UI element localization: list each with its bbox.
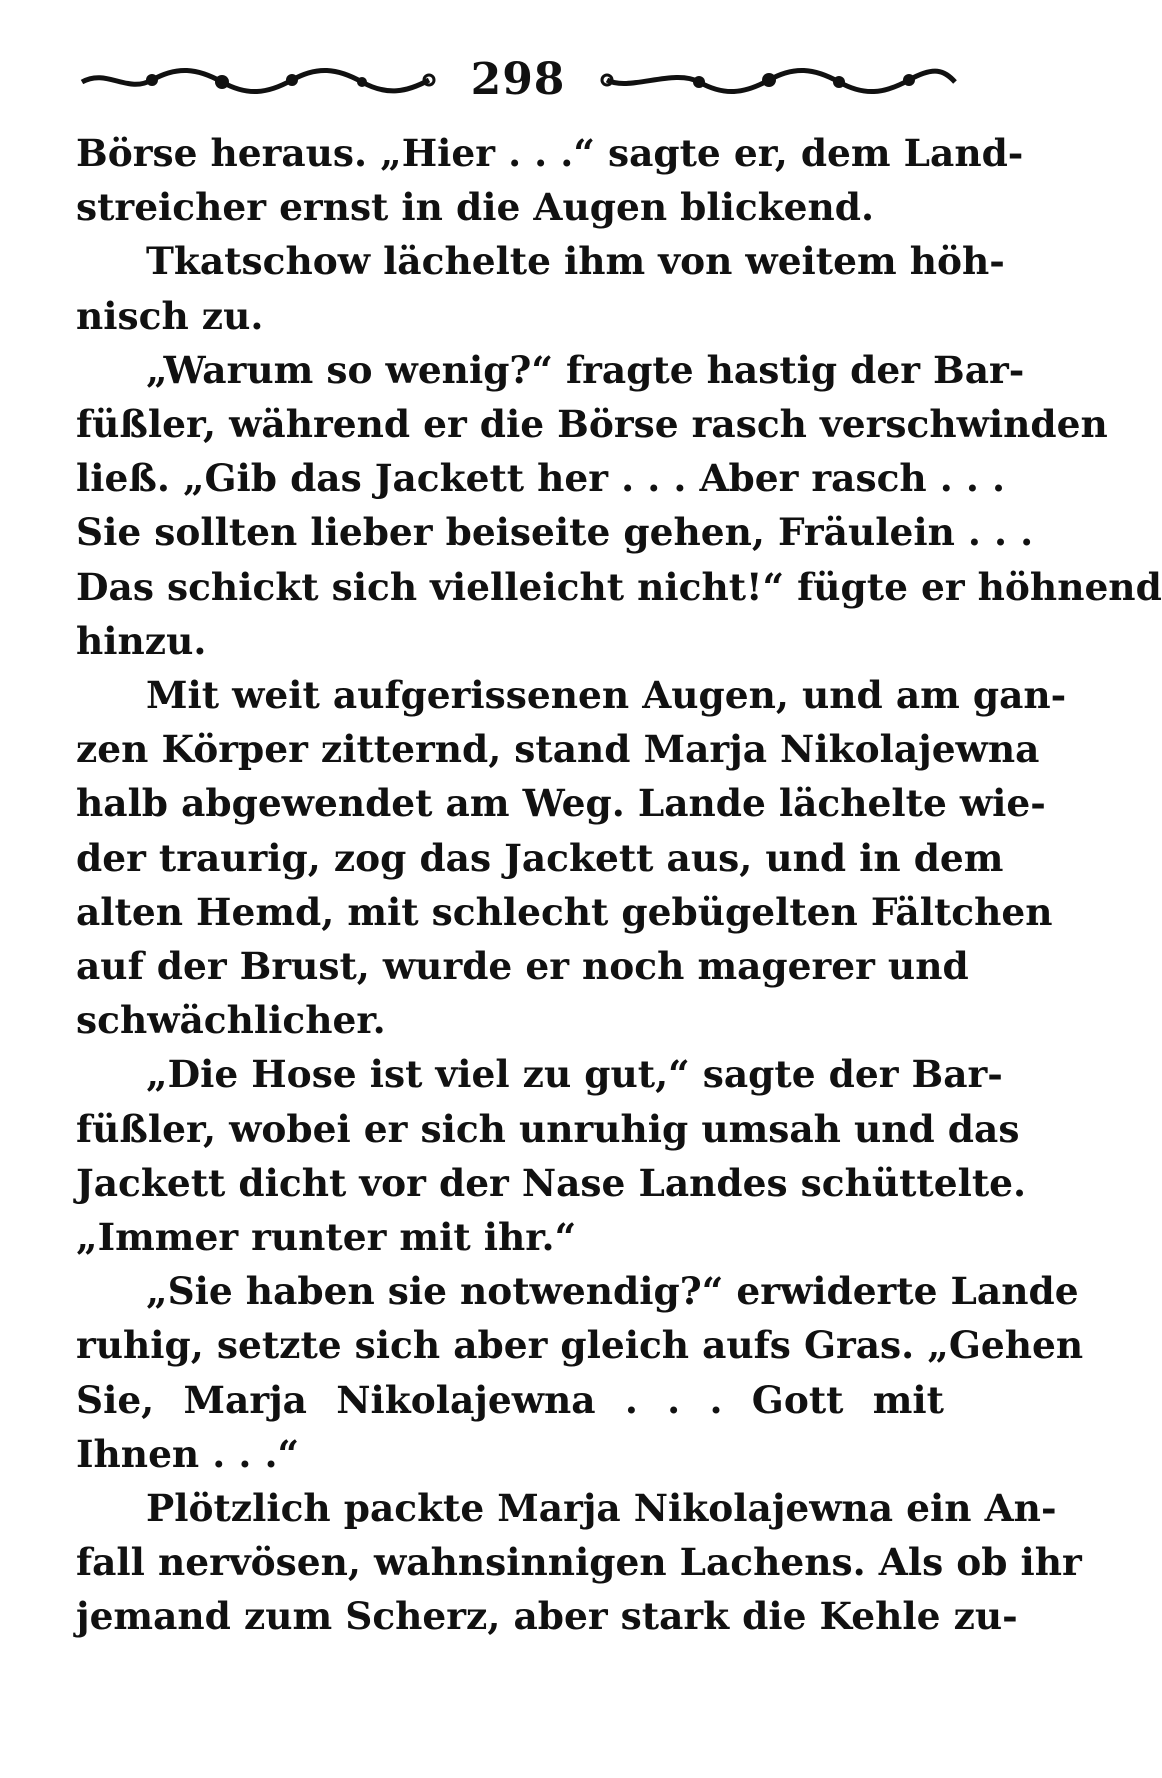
text-line: alten Hemd, mit schlecht gebügelten Fältchen — [76, 889, 1053, 934]
text-line: Sie sollten lieber beiseite gehen, Fräulein . . . — [76, 510, 1034, 555]
paragraph — [76, 1481, 1082, 1644]
text-line: halb abgewendet am Weg. Lande lächelte wie- — [76, 781, 1046, 826]
text-line: nisch zu. — [76, 293, 264, 338]
text-line: Tkatschow lächelte ihm von weitem höh- — [146, 239, 1005, 284]
text-line: Jackett dicht vor der Nase Landes schüttelte. — [76, 1160, 1027, 1205]
text-line: „Sie haben sie notwendig?“ erwiderte Lande — [146, 1269, 1079, 1314]
paragraph — [76, 234, 1005, 342]
text-line: schwächlicher. — [76, 998, 386, 1043]
paragraph — [76, 126, 1024, 234]
text-line: streicher ernst in die Augen blickend. — [76, 185, 875, 230]
text-line: Mit weit aufgerissenen Augen, und am gan- — [146, 673, 1067, 718]
text-line: Börse heraus. „Hier . . .“ sagte er, dem Land- — [76, 131, 1024, 175]
text-line: fall nervösen, wahnsinnigen Lachens. Als ob ihr — [76, 1540, 1082, 1585]
paragraph — [76, 1047, 1027, 1264]
text-line: füßler, wobei er sich unruhig umsah und das — [76, 1106, 1020, 1151]
text-line: jemand zum Scherz, aber stark die Kehle zu- — [76, 1594, 1018, 1639]
page-header — [88, 50, 948, 110]
paragraph — [76, 668, 1067, 1047]
text-line: Das schickt sich vielleicht nicht!“ fügte er höhnend — [76, 564, 1162, 609]
text-line: „Die Hose ist viel zu gut,“ sagte der Bar- — [146, 1052, 1003, 1097]
text-line: ruhig, setzte sich aber gleich aufs Gras. „Gehen — [76, 1323, 1084, 1368]
text-line: Plötzlich packte Marja Nikolajewna ein An- — [146, 1486, 1057, 1531]
text-line: Ihnen . . .“ — [76, 1431, 300, 1476]
page-number: 298 — [470, 54, 566, 105]
text-line: Sie, Marja Nikolajewna . . . Gott mit — [76, 1377, 944, 1422]
text-line: zen Körper zitternd, stand Marja Nikolajewna — [76, 727, 1040, 772]
body-text — [76, 126, 1162, 1644]
text-line: hinzu. — [76, 618, 207, 663]
paragraph — [76, 1264, 1084, 1481]
text-line: der traurig, zog das Jackett aus, und in dem — [76, 835, 1004, 880]
text-line: füßler, während er die Börse rasch verschwinden — [76, 402, 1108, 447]
text-line: auf der Brust, wurde er noch magerer und — [76, 944, 969, 989]
text-line: „Immer runter mit ihr.“ — [76, 1215, 577, 1260]
ornament-left-icon — [77, 60, 437, 100]
paragraph — [76, 343, 1162, 668]
text-line: „Warum so wenig?“ fragte hastig der Bar- — [146, 347, 1025, 392]
text-line: ließ. „Gib das Jackett her . . . Aber rasch . . . — [76, 456, 1006, 501]
ornament-right-icon — [599, 60, 959, 100]
